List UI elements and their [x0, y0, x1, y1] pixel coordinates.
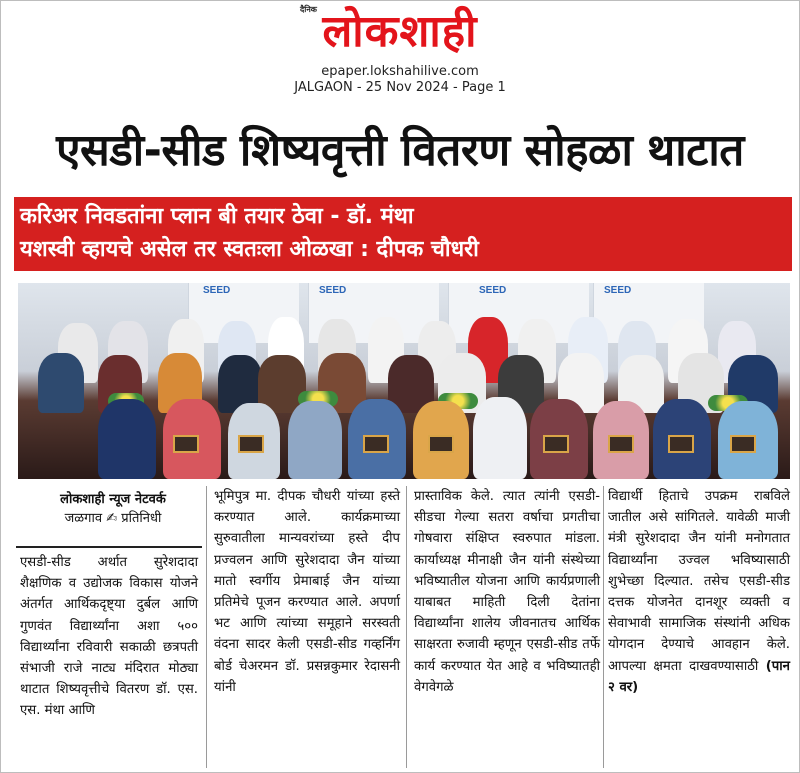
byline [28, 490, 198, 528]
article-column-3: प्रास्ताविक केले. त्यात त्यांनी एसडी-सीडचा गेल्या सतरा वर्षाचा प्रगतीचा गोषवारा संक्षिप्त स्वरुपात मांडला. कार्याध्यक्ष मीनाक्षी जैन यांनी संस्थेच्या भविष्यातील योजना आणि कार्यप्रणाली याबाबत माहिती दिली देतांना विद्यार्थ्यांना शालेय जीवनातच आर्थिक साक्षरता रुजावी म्हणून एसडी-सीड तर्फे कार्य करण्यात येत आहे व भविष्यातही वेगवेगळे [414, 489, 600, 695]
masthead [0, 0, 800, 100]
byline-location: जळगाव ✍ प्रतिनिधी [64, 511, 162, 526]
seed-banner: SEED [593, 283, 704, 343]
continued-page-link[interactable]: (पान २ वर) [608, 658, 790, 695]
article-column-1: एसडी-सीड अर्थात सुरेशदादा शैक्षणिक व उद्योजक विकास योजने अंतर्गत आर्थिकदृष्ट्या दुर्बल आणि गुणवंत विद्यार्थ्यांना अशा ५०० विद्यार्थ्यांना रविवारी सकाळी छत्रपती संभाजी राजे नाट्य मंदिरात मोठ्या थाटात शिष्यवृत्तीचे वितरण डॉ. एस. एस. मंथा आणि [20, 555, 198, 719]
edition-dateline: JALGAON - 25 Nov 2024 - Page 1 [294, 80, 506, 95]
column-divider [206, 486, 207, 768]
article-column-2: भूमिपुत्र मा. दीपक चौधरी यांच्या हस्ते करण्यात आले. कार्यक्रमाच्या सुरुवातीला मान्यवरांच्या हस्ते दीप प्रज्वलन आणि सुरेशदादा जैन यांच्या मातो स्वर्गीय प्रेमाबाई जैन यांच्या प्रतिमेचे पूजन करण्यात आले. अपर्णा भट आणि त्यांच्या समूहाने सरस्वती वंदना सादर केली एसडी-सीड गव्हर्निंग बोर्ड चेअरमन डॉ. प्रसन्नकुमार रेदासनी यांनी [214, 489, 400, 695]
subheading-2: यशस्वी व्हायचे असेल तर स्वतःला ओळखा : दीपक चौधरी [20, 237, 479, 262]
event-photo [18, 283, 790, 479]
main-headline: एसडी-सीड शिष्यवृत्ती वितरण सोहळा थाटात [56, 125, 744, 176]
byline-agency: लोकशाही न्यूज नेटवर्क [60, 492, 166, 507]
subheading-band [14, 197, 792, 271]
column-divider [603, 486, 604, 768]
seed-banner: SEED [188, 283, 299, 343]
seed-banner: SEED [448, 283, 589, 343]
masthead-daink: दैनिक [300, 5, 317, 14]
seed-banner: SEED [308, 283, 439, 343]
article-column-4-text: विद्यार्थी हिताचे उपक्रम राबविले जातील असे सांगितले. यावेळी माजी मंत्री सुरेशदादा जैन यांनी मनोगतात विद्यार्थ्यांना उज्वल भविष्यासाठी शुभेच्छा दिल्यात. तसेच एसडी-सीड दत्तक योजनेत दानशूर व्यक्ती व सेवाभावी सामाजिक संस्थांनी अधिक योगदान देण्याचे आवहान केले. आपल्या क्षमता दाखवण्यासाठी [608, 489, 790, 674]
epaper-url[interactable]: epaper.lokshahilive.com [321, 64, 479, 79]
newspaper-logo: लोकशाही [322, 6, 478, 57]
subheading-1: करिअर निवडतांना प्लान बी तयार ठेवा - डॉ. मंथा [20, 204, 414, 229]
article-column-4 [608, 486, 790, 698]
column-divider [406, 486, 407, 768]
